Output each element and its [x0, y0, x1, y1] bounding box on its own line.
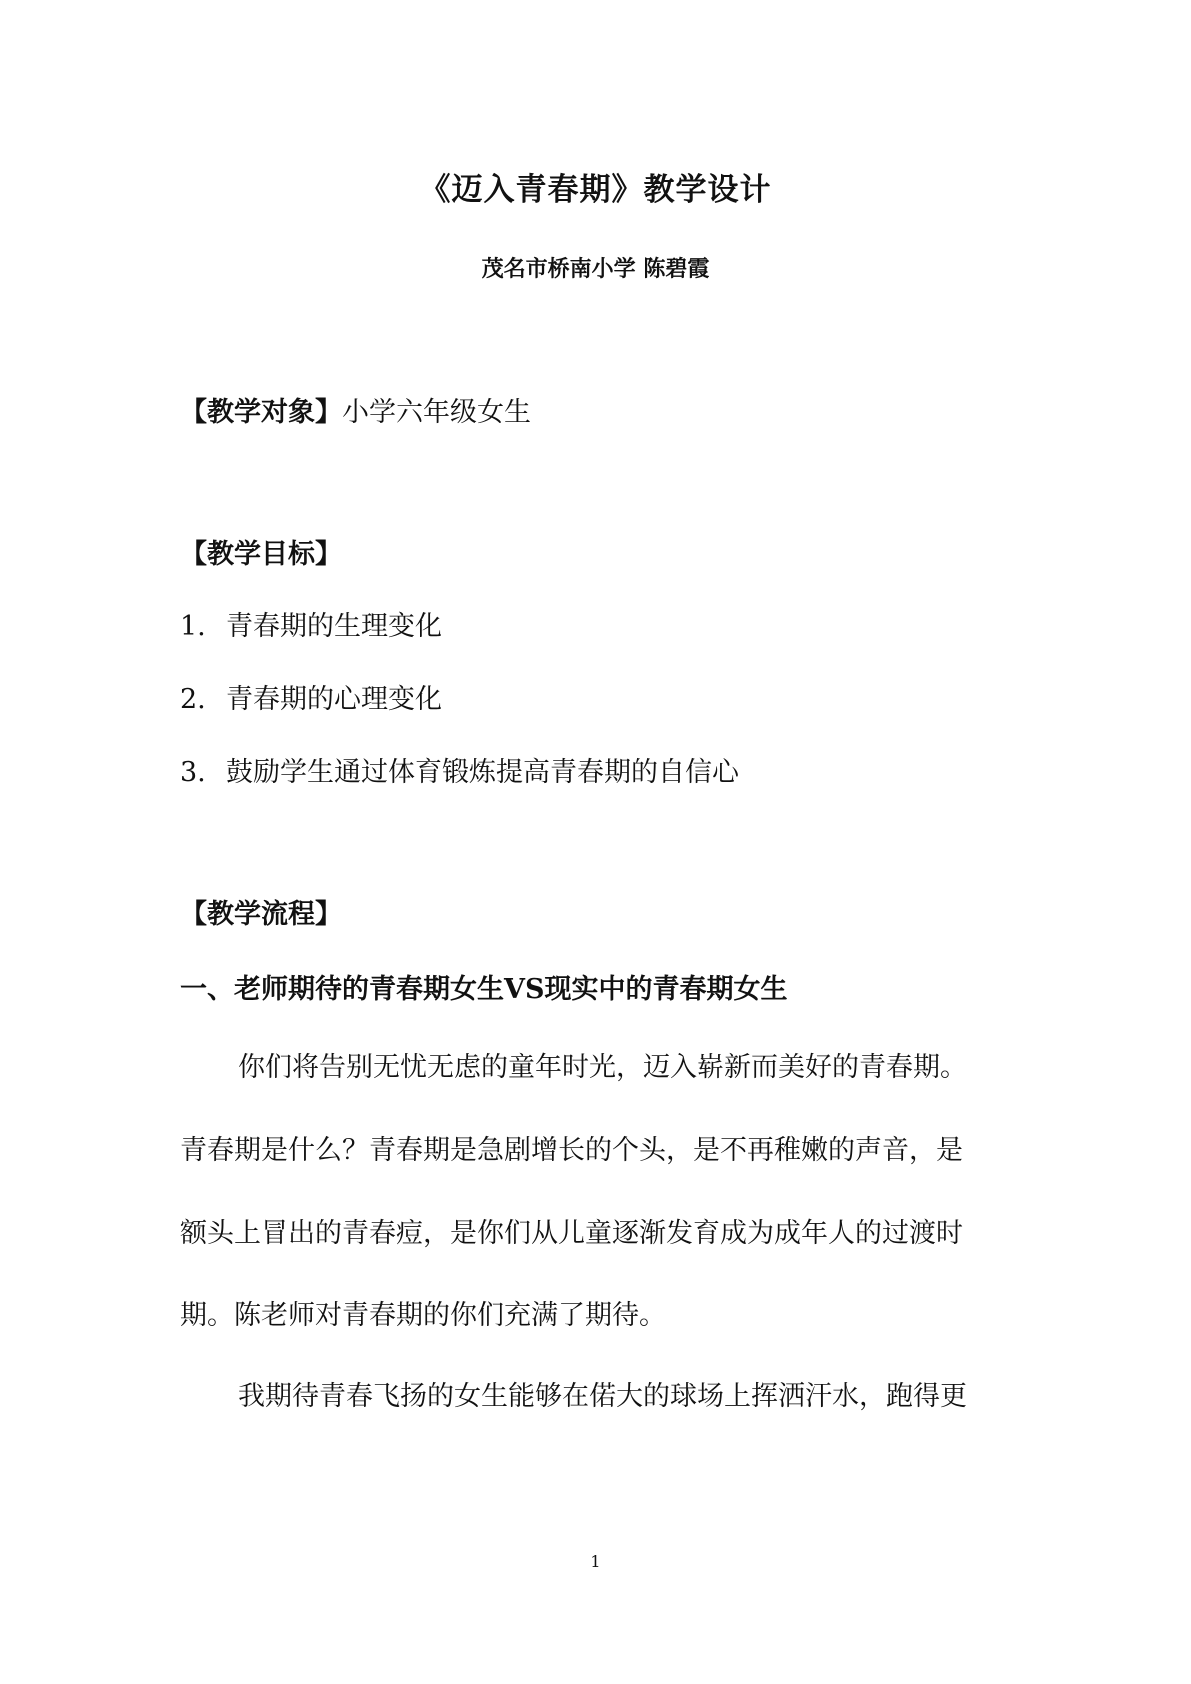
paragraph-line: 额头上冒出的青春痘，是你们从儿童逐渐发育成为成年人的过渡时: [180, 1218, 963, 1249]
objective-number: 2.: [180, 684, 206, 715]
audience-value: 小学六年级女生: [342, 397, 531, 428]
objective-number: 1.: [180, 611, 206, 642]
page-number: 1: [590, 1552, 601, 1571]
paragraph-line: 我期待青春飞扬的女生能够在偌大的球场上挥洒汗水，跑得更: [238, 1381, 967, 1412]
process-label: 【教学流程】: [180, 899, 342, 930]
paragraph-line: 青春期是什么？青春期是急剧增长的个头，是不再稚嫩的声音，是: [180, 1135, 963, 1166]
objective-item: [180, 609, 1020, 645]
objective-text: 青春期的生理变化: [226, 611, 442, 642]
objectives-label: 【教学目标】: [180, 539, 342, 570]
document-author: 茂名市桥南小学 陈碧霞: [481, 257, 710, 282]
paragraph-line: 你们将告别无忧无虑的童年时光，迈入崭新而美好的青春期。: [238, 1052, 967, 1083]
document-title: 《迈入青春期》教学设计: [419, 172, 772, 208]
paragraph-line: 期。陈老师对青春期的你们充满了期待。: [180, 1300, 666, 1331]
section-heading: 一、老师期待的青春期女生VS现实中的青春期女生: [180, 974, 788, 1005]
objective-text: 鼓励学生通过体育锻炼提高青春期的自信心: [226, 757, 739, 788]
objective-text: 青春期的心理变化: [226, 684, 442, 715]
audience-label: 【教学对象】: [180, 397, 342, 428]
objective-item: [180, 755, 1020, 791]
audience-line: [180, 395, 1020, 431]
objective-number: 3.: [180, 757, 206, 788]
objective-item: [180, 682, 1020, 718]
